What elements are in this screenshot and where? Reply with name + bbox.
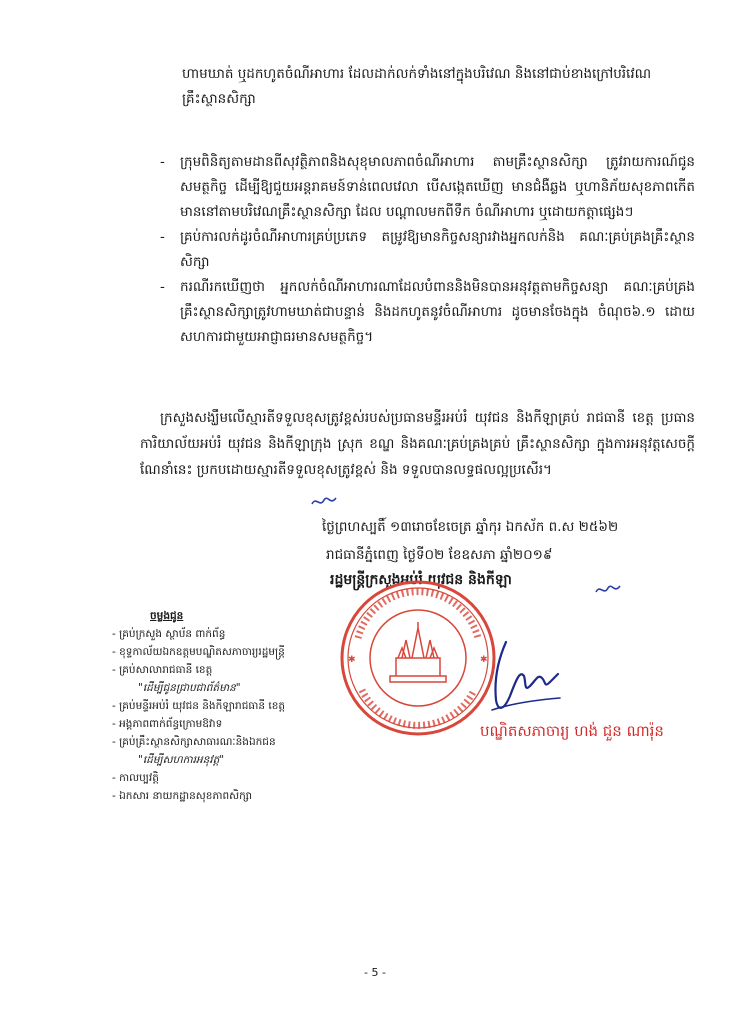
distribution-list bbox=[112, 607, 285, 805]
distribution-heading: ចម្លងជូន bbox=[150, 610, 184, 622]
distribution-item: - គ្រប់សាលារាជធានី ខេត្ត bbox=[112, 664, 213, 676]
handwritten-signature-icon bbox=[480, 640, 570, 720]
bullet-text: គ្រប់ការលក់ដូរចំណីអាហារគ្រប់ប្រភេទ តម្រូវឱ្យមានកិច្ចសន្យារវាងអ្នកលក់និង គណៈគ្រប់គ្រងគ្រឹះស្ថានសិក្សា bbox=[180, 229, 695, 270]
lunar-date-line: ថ្ងៃព្រហស្បតិ៍ ១៣រោចខែចេត្រ ឆ្នាំកុរ ឯកស័ក ព.ស ២៥៦២ bbox=[322, 519, 619, 535]
signer-title: រដ្ឋមន្ត្រីក្រសួងអប់រំ យុវជន និងកីឡា bbox=[330, 572, 512, 588]
bullet-text: ក្រុមពិនិត្យតាមដានពីសុវត្ថិភាពនិងសុខុមាលភាពចំណីអាហារ តាមគ្រឹះស្ថានសិក្សា ត្រូវរាយការណ៍ជូនសមត្ថកិច្ច ដើម្បីឱ្យជួយអន្តរាគមន៍ទាន់ពេលវេលា បើសង្កេតឃើញ មានជំងឺឆ្លង ឬហានិភ័យសុខភាពកើតមាននៅតាមបរិវេណគ្រឹះស្ថានសិក្សា ដែល បណ្តាលមកពីទឹក ចំណីអាហារ ឬដោយកត្តាផ្សេងៗ bbox=[180, 154, 695, 220]
distribution-item: - គ្រប់ក្រសួង ស្ថាប័ន ពាក់ព័ន្ធ bbox=[112, 628, 226, 640]
bullet-text: ករណីរកឃើញថា អ្នកលក់ចំណីអាហារណាដែលបំពាននិងមិនបានអនុវត្តតាមកិច្ចសន្យា គណៈគ្រប់គ្រងគ្រឹះស្ថានសិក្សាត្រូវហាមឃាត់ជាបន្ទាន់ និងដកហូតនូវចំណីអាហារ ដូចមានចែងក្នុង ចំណុច៦.១ ដោយសហការជាមួយអាជ្ញាធរមានសមត្ថកិច្ច។ bbox=[180, 279, 695, 345]
svg-text:✱: ✱ bbox=[348, 655, 356, 665]
main-paragraph: ក្រសួងសង្ឃឹមលើស្មារតីទទួលខុសត្រូវខ្ពស់របស់ប្រធានមន្ទីរអប់រំ យុវជន និងកីឡាគ្រប់ រាជធានី ខេត្ត ប្រធានការិយាល័យអប់រំ យុវជន និងកីឡាក្រុង ស្រុក ខណ្ឌ និងគណៈគ្រប់គ្រងគ្រប់ គ្រឹះស្ថានសិក្សា ក្នុងការអនុវត្តសេចក្តីណែនាំនេះ ប្រកបដោយស្មារតីទទួលខុសត្រូវខ្ពស់ និង ទទួលបានលទ្ធផលល្អប្រសើរ។ bbox=[140, 410, 695, 478]
distribution-item: - អង្គភាពពាក់ព័ន្ធក្រោមឱវាទ bbox=[112, 718, 223, 730]
signer-name: បណ្ឌិតសភាចារ្យ ហង់ ជួន ណារ៉ុន bbox=[480, 722, 664, 740]
bullet-dash: - bbox=[160, 154, 165, 170]
distribution-item: - កាលប្បវត្តិ bbox=[112, 772, 159, 784]
distribution-item-note: "ដើម្បីជូនជ្រាបជាព័ត៌មាន" bbox=[138, 682, 241, 694]
distribution-item-note: "ដើម្បីសហការអនុវត្ត" bbox=[138, 754, 225, 766]
gregorian-date-line: រាជធានីភ្នំពេញ ថ្ងៃទី០២ ខែឧសភា ឆ្នាំ២០១៩ bbox=[326, 547, 553, 563]
distribution-item: - គ្រប់មន្ទីរអប់រំ យុវជន និងកីឡារាជធានី ខេត្ត bbox=[112, 700, 286, 712]
initials-mark-icon bbox=[594, 582, 624, 598]
bullet-item bbox=[140, 275, 695, 350]
bullet-dash: - bbox=[160, 279, 165, 295]
svg-text:✱: ✱ bbox=[480, 655, 488, 665]
bullet-item bbox=[140, 225, 695, 275]
distribution-item: - ខុទ្ទកាល័យឯកឧត្តមបណ្ឌិតសភាចារ្យរដ្ឋមន្ត្រី bbox=[112, 646, 285, 658]
distribution-item: - គ្រប់គ្រឹះស្ថានសិក្សាសាធារណៈនិងឯកជន bbox=[112, 736, 276, 748]
bullet-list bbox=[140, 150, 695, 350]
official-seal-icon bbox=[338, 578, 498, 738]
page-number: - 5 - bbox=[364, 966, 386, 979]
bullet-dash: - bbox=[160, 229, 165, 245]
continuation-paragraph: ហាមឃាត់ ឬដកហូតចំណីអាហារ ដែលដាក់លក់ទាំងនៅក្នុងបរិវេណ និងនៅជាប់ខាងក្រៅបរិវេណគ្រឹះស្ថានសិក្សា bbox=[182, 66, 652, 107]
initials-mark-icon bbox=[310, 494, 340, 510]
distribution-item: - ឯកសារ នាយកដ្ឋានសុខភាពសិក្សា bbox=[112, 790, 253, 802]
bullet-item bbox=[140, 150, 695, 225]
